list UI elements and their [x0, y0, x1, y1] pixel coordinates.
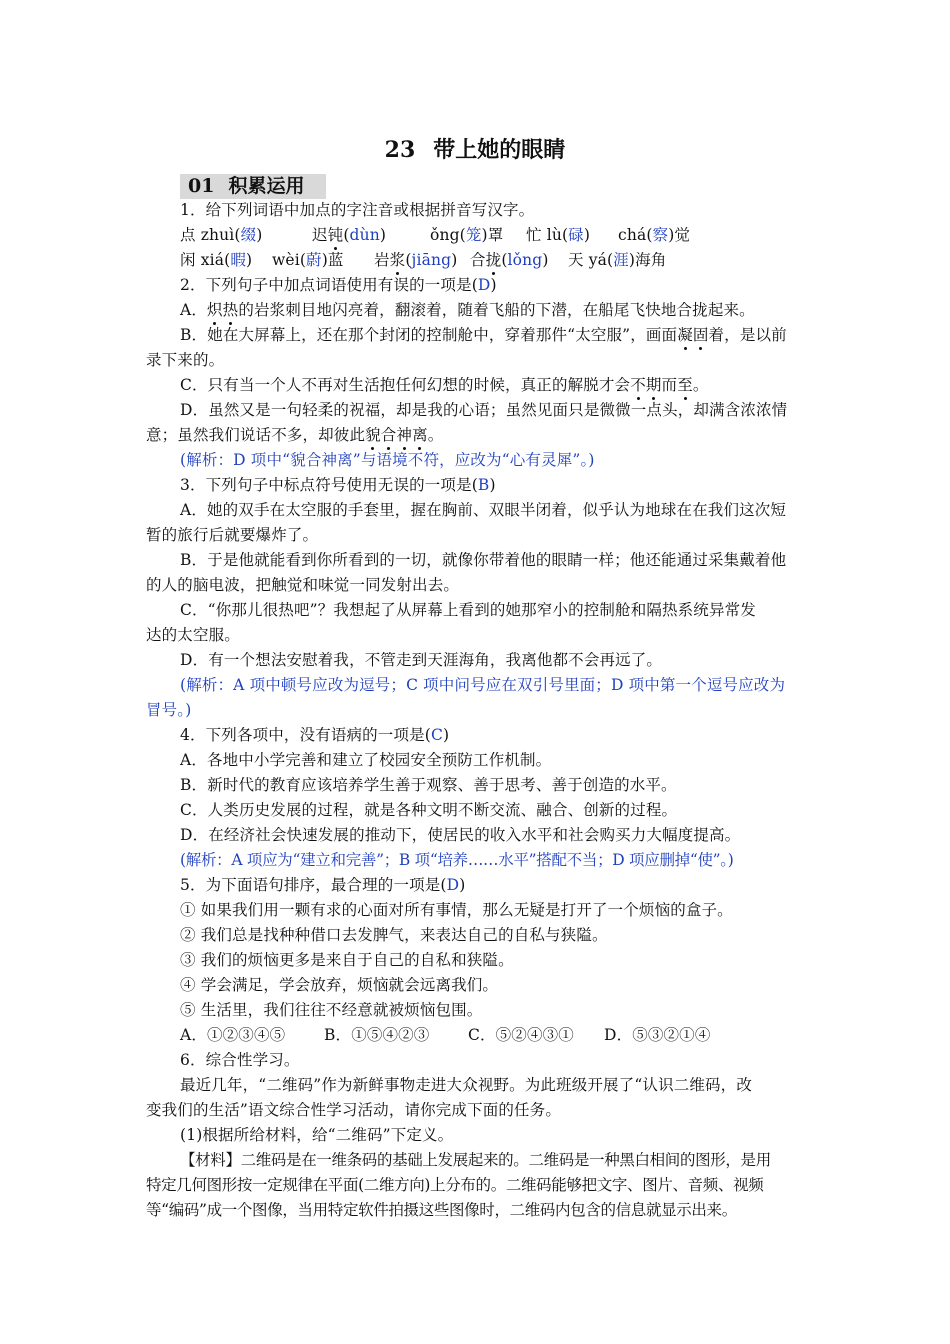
- q6-intro: 最近几年，“二维码”作为新鲜事物走进大众视野。为此班级开展了“认识二维码，改: [180, 1076, 752, 1094]
- q4-answer: C: [430, 726, 443, 744]
- q3-option-c: C．“你那儿很热吧”？我想起了从屏幕上看到的她那窄小的控制舱和隔热系统异常发: [180, 601, 756, 619]
- q6-material-cont: 等“编码”成一个图像，当用特定软件拍摄这些图像时，二维码内包含的信息就显示出来。: [146, 1201, 737, 1219]
- q5-stem: 5．为下面语句排序，最合理的一项是(D): [180, 876, 466, 894]
- q3-option-a: A．她的双手在太空服的手套里，握在胸前、双眼半闭着，似乎认为地球在在我们这次短: [180, 501, 787, 519]
- q4-option-d: D．在经济社会快速发展的推动下，使居民的收入水平和社会购买力大幅度提高。: [180, 826, 741, 844]
- q3-option-c-cont: 达的太空服。: [146, 626, 240, 644]
- q1-item: 忙 lù(碌): [526, 226, 591, 244]
- q2-stem: 2．下列句子中加点词语使用有误的一项是(D): [180, 276, 497, 294]
- q2-option-a: A．炽热的岩浆刺目地闪亮着，翻滚着，随着飞船的下潜，在船尾飞快地合拢起来。: [180, 301, 755, 319]
- q1-item: 岩浆(jiāng): [374, 251, 458, 269]
- q1-item: chá(察)觉: [618, 226, 691, 244]
- q1-row2: [180, 250, 666, 270]
- q3-stem: 3．下列句子中标点符号使用无误的一项是(B): [180, 476, 496, 494]
- title-number: 23: [384, 137, 416, 163]
- q1-row1: [180, 225, 690, 245]
- q5-option-b: B．①⑤④②③: [324, 1026, 430, 1044]
- q2-option-b-cont: 录下来的。: [146, 351, 225, 369]
- q4-option-c: C．人类历史发展的过程，就是各种文明不断交流、融合、创新的过程。: [180, 801, 678, 819]
- q5-sentence-4: ④ 学会满足，学会放弃，烦恼就会远离我们。: [180, 976, 499, 994]
- q6-stem: 6．综合性学习。: [180, 1051, 300, 1069]
- q4-stem: 4．下列各项中，没有语病的一项是(C): [180, 726, 450, 744]
- q3-option-d: D．有一个想法安慰着我，不管走到天涯海角，我离他都不会再远了。: [180, 651, 663, 669]
- q6-material: 【材料】二维码是在一维条码的基础上发展起来的。二维码是一种黑白相间的图形，是用: [180, 1151, 771, 1169]
- q1-item: 合拢(lǒng): [470, 251, 549, 269]
- q3-option-a-cont: 暂的旅行后就要爆炸了。: [146, 526, 319, 544]
- q2-option-d-cont: 意；虽然我们说话不多，却彼此貌合神离。: [146, 426, 444, 444]
- q6-material-cont: 特定几何图形按一定规律在平面(二维方向)上分布的。二维码能够把文字、图片、音频、视频: [146, 1176, 764, 1194]
- title-text: 带上她的眼睛: [433, 137, 566, 163]
- q1-item: 点 zhuì(缀): [180, 226, 263, 244]
- q5-option-a: A．①②③④⑤: [180, 1026, 286, 1044]
- q1-stem: 1．给下列词语中加点的字注音或根据拼音写汉字。: [180, 201, 535, 219]
- q1-item: 迟钝(dùn): [312, 226, 387, 244]
- q5-option-c: C．⑤②④③①: [468, 1026, 574, 1044]
- q5-answer: D: [446, 876, 460, 894]
- section-heading: [180, 174, 326, 199]
- q6-task-1: (1)根据所给材料，给“二维码”下定义。: [180, 1126, 454, 1144]
- q2-option-b: B．她在大屏幕上，还在那个封闭的控制舱中，穿着那件“太空服”，画面凝固着，是以前: [180, 326, 787, 344]
- q3-analysis: (解析：A 项中顿号应改为逗号；C 项中问号应在双引号里面；D 项中第一个逗号应改为: [180, 676, 786, 694]
- q5-option-d: D．⑤③②①④: [604, 1026, 711, 1044]
- q4-analysis: (解析：A 项应为“建立和完善”；B 项“培养……水平”搭配不当；D 项应删掉“使”。): [180, 851, 734, 869]
- q6-intro-cont: 变我们的生活”语文综合性学习活动，请你完成下面的任务。: [146, 1101, 561, 1119]
- q4-option-a: A．各地中小学完善和建立了校园安全预防工作机制。: [180, 751, 552, 769]
- q2-answer: D: [477, 276, 491, 294]
- q1-item: wèi(蔚)蓝: [272, 251, 344, 269]
- q2-option-d: D．虽然又是一句轻柔的祝福，却是我的心语；虽然见面只是微微一点头，却满含浓浓情: [180, 401, 788, 419]
- q4-option-b: B．新时代的教育应该培养学生善于观察、善于思考、善于创造的水平。: [180, 776, 677, 794]
- q3-option-b-cont: 的人的脑电波，把触觉和味觉一同发射出去。: [146, 576, 460, 594]
- q3-option-b: B．于是他就能看到你所看到的一切，就像你带着他的眼睛一样；他还能通过采集戴着他: [180, 551, 787, 569]
- q5-sentence-5: ⑤ 生活里，我们往往不经意就被烦恼包围。: [180, 1001, 483, 1019]
- q1-item: 闲 xiá(暇): [180, 251, 253, 269]
- q1-item: 天 yá(涯)海角: [568, 251, 667, 269]
- q3-answer: B: [477, 476, 490, 494]
- q5-sentence-2: ② 我们总是找种种借口去发脾气，来表达自己的自私与狭隘。: [180, 926, 608, 944]
- section-text: 积累运用: [228, 175, 305, 197]
- q2-analysis: (解析：D 项中“貌合神离”与语境不符，应改为“心有灵犀”。): [180, 451, 595, 469]
- q5-sentence-1: ① 如果我们用一颗有求的心面对所有事情，那么无疑是打开了一个烦恼的盒子。: [180, 901, 733, 919]
- q2-option-c: C．只有当一个人不再对生活抱任何幻想的时候，真正的解脱才会不期而至。: [180, 376, 709, 394]
- q1-item: ǒng(笼)罩: [430, 226, 504, 244]
- page-title: [0, 137, 950, 163]
- section-number: 01: [188, 175, 215, 197]
- q3-analysis-cont: 冒号。): [146, 701, 192, 719]
- q5-options: [180, 1025, 710, 1045]
- q5-sentence-3: ③ 我们的烦恼更多是来自于自己的自私和狭隘。: [180, 951, 514, 969]
